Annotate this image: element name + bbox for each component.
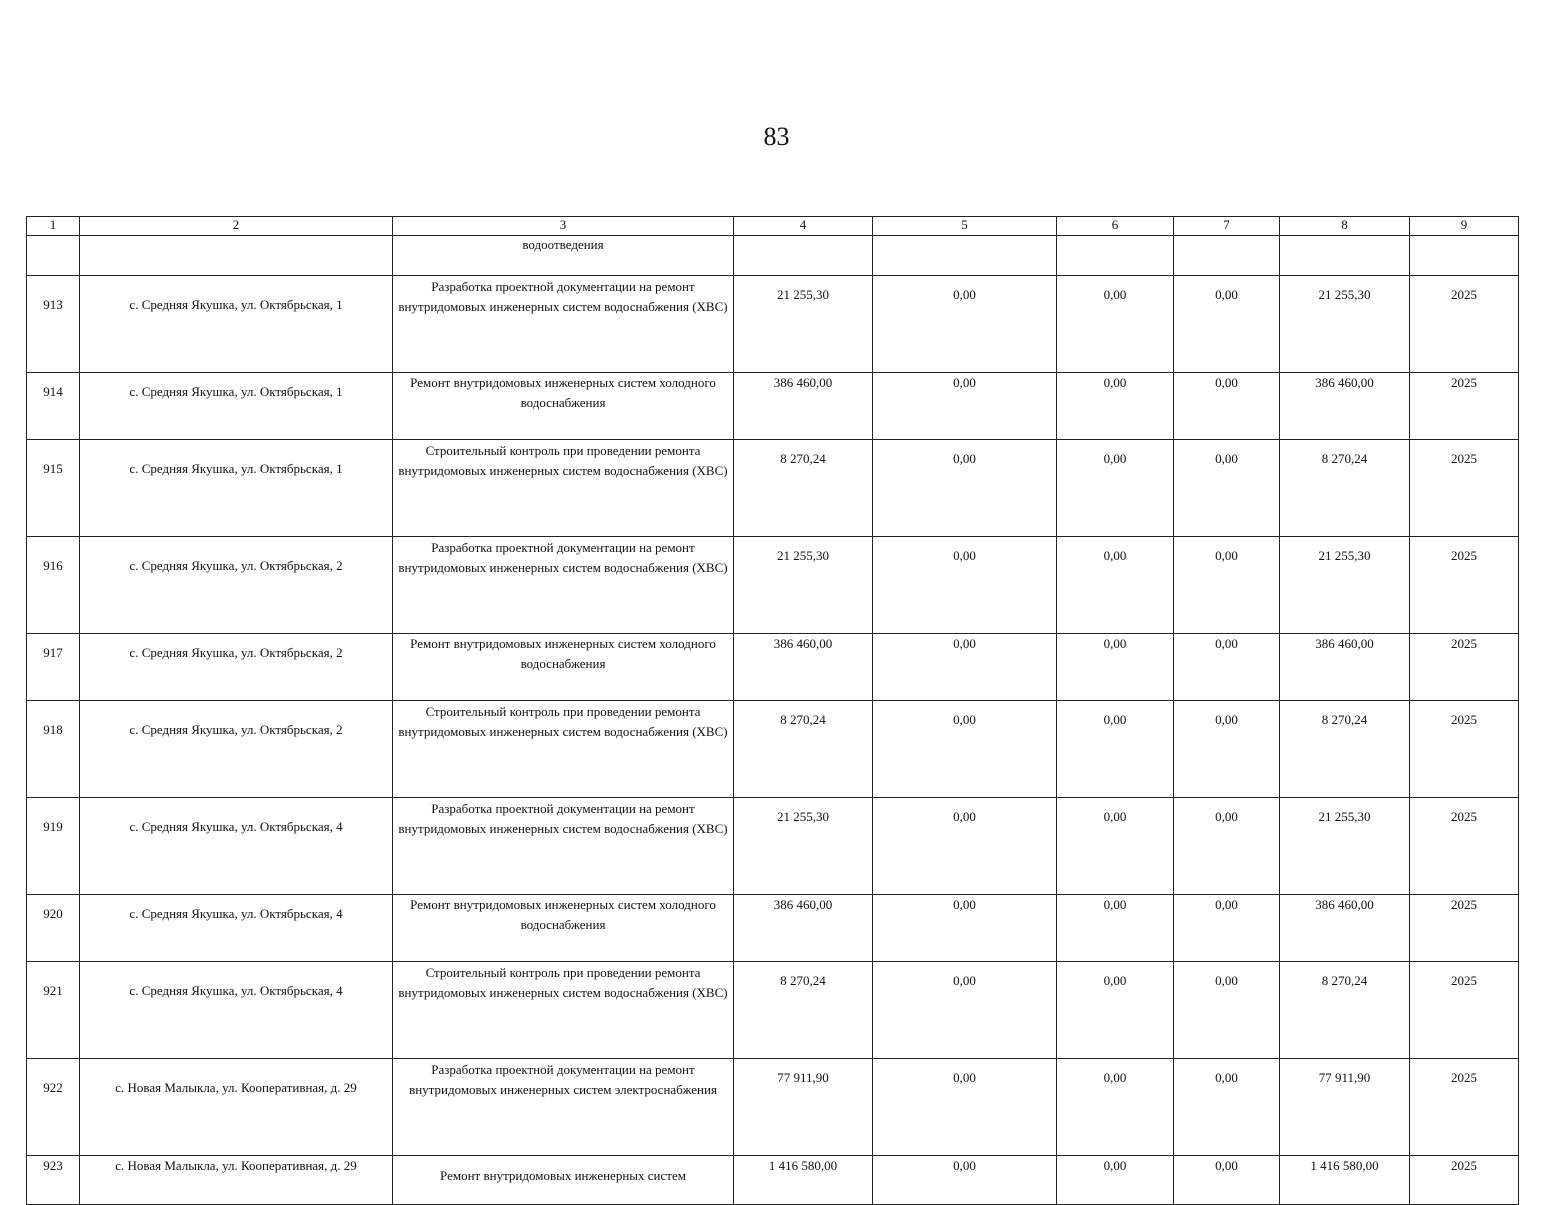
address-cell: с. Средняя Якушка, ул. Октябрьская, 1: [80, 373, 393, 440]
works-table: [26, 216, 1519, 1205]
work-description-continuation: водоотведения: [393, 236, 734, 276]
cost-municipal: 0,00: [1174, 634, 1280, 701]
column-number: 4: [734, 217, 873, 236]
cost-owners: 77 911,90: [1280, 1059, 1410, 1156]
year-cell: 2025: [1410, 634, 1519, 701]
work-description: Разработка проектной документации на ремонт внутридомовых инженерных систем водоснабжения (ХВС): [393, 537, 734, 634]
table-row: [27, 895, 1519, 962]
cost-budget: 0,00: [1057, 440, 1174, 537]
row-number: 923: [27, 1156, 80, 1205]
cell-empty: [873, 236, 1057, 276]
cost-budget: 0,00: [1057, 798, 1174, 895]
cost-total: 386 460,00: [734, 895, 873, 962]
table-row: [27, 1059, 1519, 1156]
cost-budget: 0,00: [1057, 701, 1174, 798]
cost-fund: 0,00: [873, 440, 1057, 537]
column-number: 5: [873, 217, 1057, 236]
cost-fund: 0,00: [873, 895, 1057, 962]
year-cell: 2025: [1410, 1059, 1519, 1156]
table-row: [27, 1156, 1519, 1205]
table-row: [27, 701, 1519, 798]
work-description: Ремонт внутридомовых инженерных систем холодного водоснабжения: [393, 895, 734, 962]
row-number: 922: [27, 1059, 80, 1156]
row-number: 915: [27, 440, 80, 537]
cost-municipal: 0,00: [1174, 1059, 1280, 1156]
year-cell: 2025: [1410, 537, 1519, 634]
cost-municipal: 0,00: [1174, 962, 1280, 1059]
year-cell: 2025: [1410, 276, 1519, 373]
row-number: 913: [27, 276, 80, 373]
column-number: 3: [393, 217, 734, 236]
table-row: [27, 537, 1519, 634]
work-description: Разработка проектной документации на ремонт внутридомовых инженерных систем водоснабжения (ХВС): [393, 798, 734, 895]
address-cell: с. Средняя Якушка, ул. Октябрьская, 4: [80, 895, 393, 962]
column-number: 8: [1280, 217, 1410, 236]
cost-fund: 0,00: [873, 373, 1057, 440]
cost-fund: 0,00: [873, 962, 1057, 1059]
cost-owners: 21 255,30: [1280, 276, 1410, 373]
column-number: 9: [1410, 217, 1519, 236]
cost-municipal: 0,00: [1174, 276, 1280, 373]
work-description: Ремонт внутридомовых инженерных систем холодного водоснабжения: [393, 373, 734, 440]
cost-owners: 386 460,00: [1280, 634, 1410, 701]
work-description: Ремонт внутридомовых инженерных систем холодного водоснабжения: [393, 634, 734, 701]
cost-budget: 0,00: [1057, 1156, 1174, 1205]
cost-total: 21 255,30: [734, 276, 873, 373]
cost-budget: 0,00: [1057, 895, 1174, 962]
address-cell: с. Средняя Якушка, ул. Октябрьская, 2: [80, 537, 393, 634]
cost-fund: 0,00: [873, 1059, 1057, 1156]
table-row: [27, 373, 1519, 440]
work-description: Разработка проектной документации на ремонт внутридомовых инженерных систем электроснабжения: [393, 1059, 734, 1156]
continuation-row: [27, 236, 1519, 276]
row-number: 918: [27, 701, 80, 798]
column-number: 6: [1057, 217, 1174, 236]
year-cell: 2025: [1410, 895, 1519, 962]
year-cell: 2025: [1410, 373, 1519, 440]
cost-total: 386 460,00: [734, 373, 873, 440]
cost-budget: 0,00: [1057, 537, 1174, 634]
cost-municipal: 0,00: [1174, 440, 1280, 537]
column-number-row: [27, 217, 1519, 236]
cost-owners: 1 416 580,00: [1280, 1156, 1410, 1205]
cost-owners: 8 270,24: [1280, 701, 1410, 798]
work-description: Ремонт внутридомовых инженерных систем: [393, 1156, 734, 1205]
row-number: 919: [27, 798, 80, 895]
cost-owners: 8 270,24: [1280, 440, 1410, 537]
cell-empty: [1174, 236, 1280, 276]
address-cell: с. Средняя Якушка, ул. Октябрьская, 2: [80, 634, 393, 701]
address-cell: с. Средняя Якушка, ул. Октябрьская, 1: [80, 276, 393, 373]
year-cell: 2025: [1410, 962, 1519, 1059]
cost-fund: 0,00: [873, 1156, 1057, 1205]
cost-owners: 21 255,30: [1280, 537, 1410, 634]
page-number: 83: [763, 122, 790, 151]
column-number: 2: [80, 217, 393, 236]
cost-owners: 8 270,24: [1280, 962, 1410, 1059]
cost-budget: 0,00: [1057, 276, 1174, 373]
cost-total: 1 416 580,00: [734, 1156, 873, 1205]
cost-total: 386 460,00: [734, 634, 873, 701]
address-cell: с. Новая Малыкла, ул. Кооперативная, д. 29: [80, 1059, 393, 1156]
work-description: Строительный контроль при проведении ремонта внутридомовых инженерных систем водоснабжения (ХВС): [393, 440, 734, 537]
cost-municipal: 0,00: [1174, 373, 1280, 440]
cost-budget: 0,00: [1057, 373, 1174, 440]
cell-empty: [27, 236, 80, 276]
row-number: 921: [27, 962, 80, 1059]
cell-empty: [734, 236, 873, 276]
year-cell: 2025: [1410, 701, 1519, 798]
year-cell: 2025: [1410, 798, 1519, 895]
column-number: 7: [1174, 217, 1280, 236]
work-description: Строительный контроль при проведении ремонта внутридомовых инженерных систем водоснабжения (ХВС): [393, 962, 734, 1059]
row-number: 916: [27, 537, 80, 634]
cost-total: 8 270,24: [734, 701, 873, 798]
cost-budget: 0,00: [1057, 634, 1174, 701]
address-cell: с. Средняя Якушка, ул. Октябрьская, 4: [80, 962, 393, 1059]
address-cell: с. Средняя Якушка, ул. Октябрьская, 4: [80, 798, 393, 895]
cost-budget: 0,00: [1057, 962, 1174, 1059]
work-description: Строительный контроль при проведении ремонта внутридомовых инженерных систем водоснабжения (ХВС): [393, 701, 734, 798]
cost-owners: 21 255,30: [1280, 798, 1410, 895]
table-row: [27, 962, 1519, 1059]
cost-total: 8 270,24: [734, 962, 873, 1059]
cell-empty: [1057, 236, 1174, 276]
cost-total: 77 911,90: [734, 1059, 873, 1156]
row-number: 920: [27, 895, 80, 962]
work-description: Разработка проектной документации на ремонт внутридомовых инженерных систем водоснабжения (ХВС): [393, 276, 734, 373]
cost-fund: 0,00: [873, 634, 1057, 701]
cost-fund: 0,00: [873, 537, 1057, 634]
cost-fund: 0,00: [873, 276, 1057, 373]
cost-owners: 386 460,00: [1280, 373, 1410, 440]
cost-budget: 0,00: [1057, 1059, 1174, 1156]
column-number: 1: [27, 217, 80, 236]
cell-empty: [1280, 236, 1410, 276]
table-row: [27, 634, 1519, 701]
address-cell: с. Новая Малыкла, ул. Кооперативная, д. 29: [80, 1156, 393, 1205]
cell-empty: [80, 236, 393, 276]
cost-municipal: 0,00: [1174, 798, 1280, 895]
table-row: [27, 798, 1519, 895]
cost-municipal: 0,00: [1174, 1156, 1280, 1205]
cost-fund: 0,00: [873, 701, 1057, 798]
year-cell: 2025: [1410, 1156, 1519, 1205]
table-row: [27, 276, 1519, 373]
cost-owners: 386 460,00: [1280, 895, 1410, 962]
address-cell: с. Средняя Якушка, ул. Октябрьская, 2: [80, 701, 393, 798]
year-cell: 2025: [1410, 440, 1519, 537]
cost-municipal: 0,00: [1174, 537, 1280, 634]
cost-municipal: 0,00: [1174, 701, 1280, 798]
cost-total: 21 255,30: [734, 798, 873, 895]
row-number: 917: [27, 634, 80, 701]
cost-total: 21 255,30: [734, 537, 873, 634]
cost-fund: 0,00: [873, 798, 1057, 895]
cost-total: 8 270,24: [734, 440, 873, 537]
cost-municipal: 0,00: [1174, 895, 1280, 962]
table-row: [27, 440, 1519, 537]
row-number: 914: [27, 373, 80, 440]
address-cell: с. Средняя Якушка, ул. Октябрьская, 1: [80, 440, 393, 537]
cell-empty: [1410, 236, 1519, 276]
